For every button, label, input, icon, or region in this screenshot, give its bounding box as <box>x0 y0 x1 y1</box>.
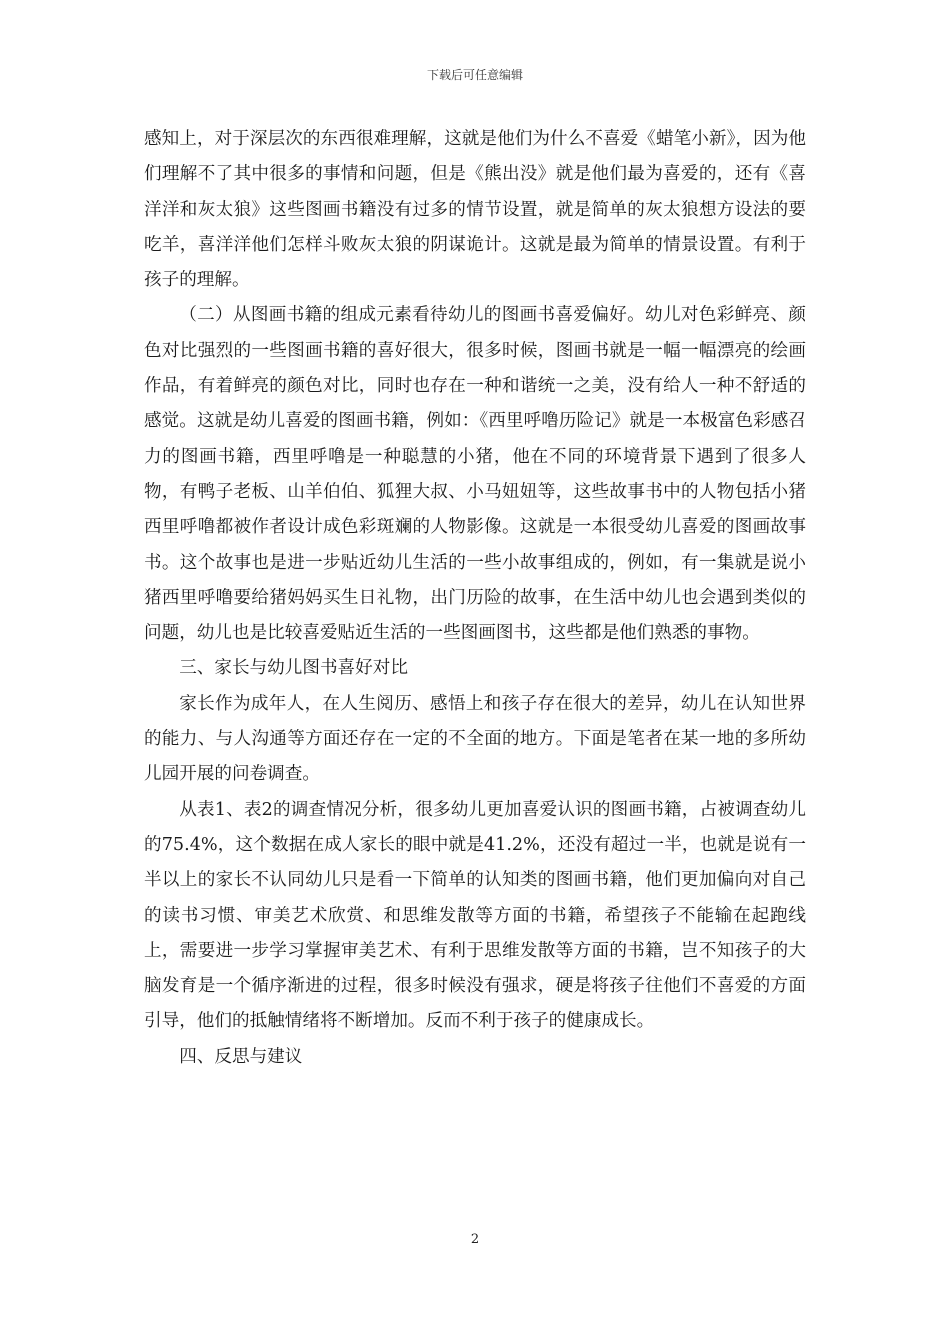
heading-section-four: 四、反思与建议 <box>179 1046 303 1067</box>
paragraph-parents-intro: 家长作为成年人，在人生阅历、感悟上和孩子存在很大的差异，幼儿在认知世界的能力、与人沟通等方面还存在一定的不全面的地方。下面是笔者在某一地的多所幼儿园开展的问卷调查。 <box>144 693 806 785</box>
page-header: 下载后可任意编辑 <box>426 68 523 82</box>
document-body <box>144 122 806 1075</box>
page-number: 2 <box>470 1232 480 1247</box>
paragraph-continuation: 感知上，对于深层次的东西很难理解，这就是他们为什么不喜爱《蜡笔小新》，因为他们理解不了其中很多的事情和问题，但是《熊出没》就是他们最为喜爱的，还有《喜洋洋和灰太狼》这些图画书籍没有过多的情节设置，就是简单的灰太狼想方设法的要吃羊，喜洋洋他们怎样斗败灰太狼的阴谋诡计。这就是最为简单的情景设置。有利于孩子的理解。 <box>144 129 806 291</box>
paragraph-survey-analysis: 从表1、表2的调查情况分析，很多幼儿更加喜爱认识的图画书籍，占被调查幼儿的75.4%，这个数据在成人家长的眼中就是41.2%，还没有超过一半，也就是说有一半以上的家长不认同幼儿只是看一下简单的认知类的图画书籍，他们更加偏向对自己的读书习惯、审美艺术欣赏、和思维发散等方面的书籍，希望孩子不能输在起跑线上，需要进一步学习掌握审美艺术、有利于思维发散等方面的书籍，岂不知孩子的大脑发育是一个循序渐进的过程，很多时候没有强求，硬是将孩子往他们不喜爱的方面引导，他们的抵触情绪将不断增加。反而不利于孩子的健康成长。 <box>144 799 806 1032</box>
heading-section-three: 三、家长与幼儿图书喜好对比 <box>179 658 408 679</box>
paragraph-section-two: （二）从图画书籍的组成元素看待幼儿的图画书喜爱偏好。幼儿对色彩鲜亮、颜色对比强烈的一些图画书籍的喜好很大，很多时候，图画书就是一幅一幅漂亮的绘画作品，有着鲜亮的颜色对比，同时也存在一种和谐统一之美，没有给人一种不舒适的感觉。这就是幼儿喜爱的图画书籍，例如：《西里呼噜历险记》就是一本极富色彩感召力的图画书籍，西里呼噜是一种聪慧的小猪，他在不同的环境背景下遇到了很多人物，有鸭子老板、山羊伯伯、狐狸大叔、小马妞妞等，这些故事书中的人物包括小猪西里呼噜都被作者设计成色彩斑斓的人物影像。这就是一本很受幼儿喜爱的图画故事书。这个故事也是进一步贴近幼儿生活的一些小故事组成的，例如，有一集就是说小猪西里呼噜要给猪妈妈买生日礼物，出门历险的故事，在生活中幼儿也会遇到类似的问题，幼儿也是比较喜爱贴近生活的一些图画图书，这些都是他们熟悉的事物。 <box>144 305 806 644</box>
